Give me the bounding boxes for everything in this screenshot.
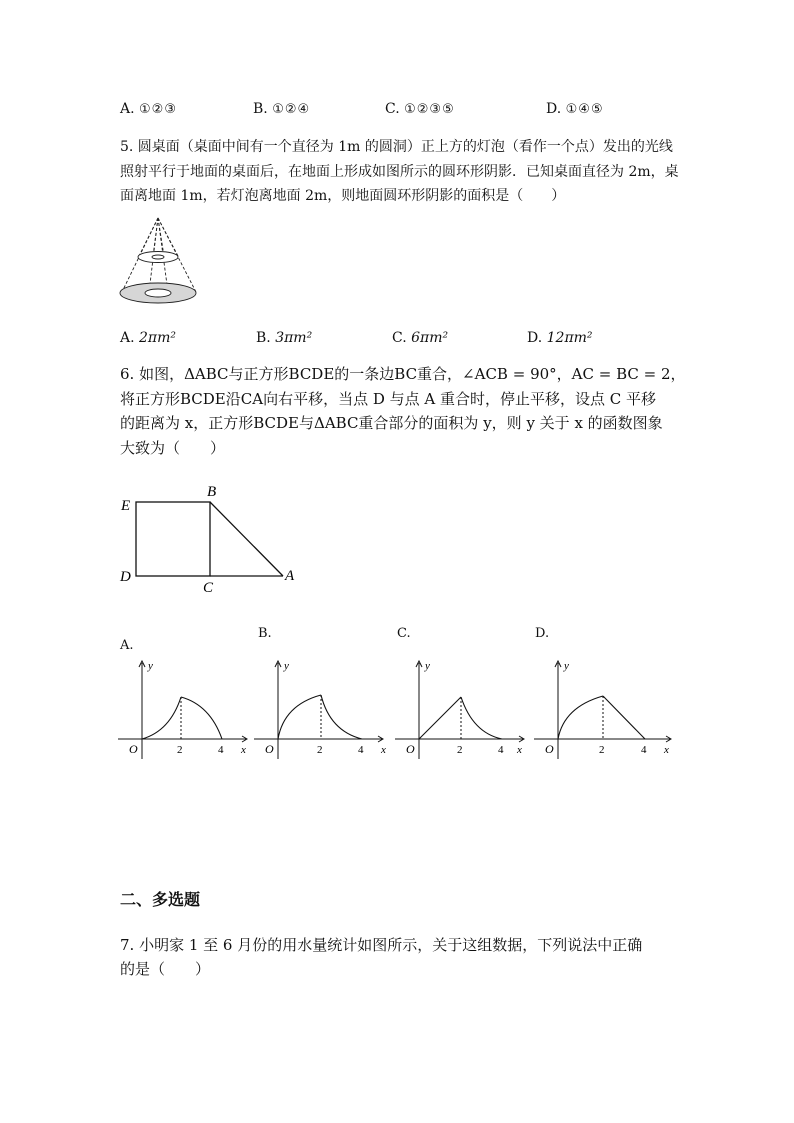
q5-line-2: 照射平行于地面的桌面后，在地面上形成如图所示的圆环形阴影．已知桌面直径为 2m，桌 — [120, 164, 679, 180]
q5-option-a: A. 2πm² — [120, 330, 177, 346]
q4-option-a: A. ①②③ — [120, 101, 177, 117]
graph-a — [118, 655, 253, 765]
q5-lamp-cone-figure — [112, 212, 212, 307]
graph-c-label: C. — [397, 626, 411, 641]
svg-text:y: y — [425, 660, 430, 672]
svg-text:O: O — [129, 742, 138, 756]
svg-text:y: y — [284, 660, 289, 672]
graph-d-label: D. — [535, 626, 550, 641]
svg-text:2: 2 — [599, 744, 605, 756]
svg-text:x: x — [517, 744, 522, 756]
graph-b-label: B. — [258, 626, 272, 641]
q6-line-3: 的距离为 x，正方形BCDE与ΔABC重合部分的面积为 y，则 y 关于 x 的函数图象 — [120, 414, 663, 432]
svg-text:x: x — [241, 744, 246, 756]
graph-b — [254, 655, 389, 765]
svg-text:x: x — [381, 744, 386, 756]
q7-line-1: 7. 小明家 1 至 6 月份的用水量统计如图所示，关于这组数据，下列说法中正确 — [120, 936, 643, 954]
svg-text:y: y — [148, 660, 153, 672]
svg-text:4: 4 — [641, 744, 647, 756]
section-title: 二、多选题 — [120, 890, 201, 909]
q6-line-2: 将正方形BCDE沿CA向右平移，当点 D 与点 A 重合时，停止平移，设点 C 平移 — [120, 390, 657, 408]
q5-line-1: 5. 圆桌面（桌面中间有一个直径为 1m 的圆洞）正上方的灯泡（看作一个点）发出的光线 — [120, 139, 673, 155]
graph-c — [395, 655, 530, 765]
svg-text:2: 2 — [317, 744, 323, 756]
q6-line-1: 6. 如图，ΔABC与正方形BCDE的一条边BC重合，∠ACB = 90°，AC = BC = 2， — [120, 365, 686, 383]
svg-text:4: 4 — [218, 744, 224, 756]
q5-option-c: C. 6πm² — [392, 330, 449, 346]
label-a: A — [285, 568, 295, 584]
svg-text:O: O — [545, 742, 554, 756]
label-e: E — [121, 498, 131, 514]
svg-text:x: x — [664, 744, 669, 756]
q6-line-4: 大致为（ ） — [120, 439, 226, 457]
q4-option-b: B. ①②④ — [253, 101, 311, 117]
q4-option-d: D. ①④⑤ — [546, 101, 604, 117]
q5-option-d: D. 12πm² — [527, 330, 593, 346]
label-d: D — [120, 569, 131, 585]
svg-text:4: 4 — [358, 744, 364, 756]
graph-d — [534, 655, 679, 765]
q4-option-c: C. ①②③⑤ — [385, 101, 455, 117]
svg-text:2: 2 — [177, 744, 183, 756]
svg-text:2: 2 — [457, 744, 463, 756]
q6-square-triangle-figure — [115, 480, 305, 595]
q7-line-2: 的是（ ） — [120, 960, 211, 978]
svg-text:4: 4 — [498, 744, 504, 756]
svg-text:O: O — [265, 742, 274, 756]
graph-a-label: A. — [120, 638, 134, 653]
q5-option-b: B. 3πm² — [256, 330, 313, 346]
label-c: C — [203, 580, 214, 595]
label-b: B — [207, 484, 217, 500]
q5-line-3: 面离地面 1m，若灯泡离地面 2m，则地面圆环形阴影的面积是（ ） — [120, 188, 566, 204]
svg-text:O: O — [406, 742, 415, 756]
svg-text:y: y — [564, 660, 569, 672]
